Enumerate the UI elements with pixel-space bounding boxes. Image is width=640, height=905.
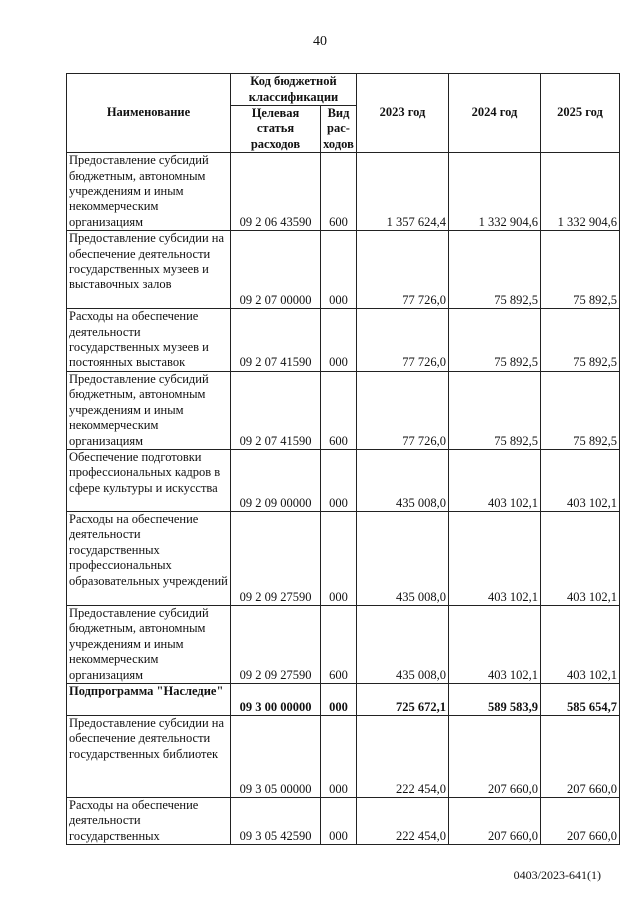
- row-value-2024: 75 892,5: [449, 371, 541, 449]
- page-number: 40: [313, 34, 327, 49]
- row-target-article: 09 2 07 41590: [231, 309, 321, 372]
- row-value-2023: 77 726,0: [357, 371, 449, 449]
- row-name: Предоставление субсидий бюджетным, автономным учреждениям и иным некоммерческим организациям: [67, 371, 231, 449]
- row-expense-kind: 000: [321, 683, 357, 715]
- row-expense-kind: 000: [321, 715, 357, 797]
- header-2025: 2025 год: [541, 74, 620, 153]
- header-target-article: Целевая статья расходов: [231, 106, 321, 153]
- row-value-2024: 1 332 904,6: [449, 153, 541, 231]
- row-expense-kind: 600: [321, 371, 357, 449]
- row-value-2023: 435 008,0: [357, 449, 449, 511]
- row-expense-kind: 000: [321, 797, 357, 844]
- header-expense-kind: Вид рас-ходов: [321, 106, 357, 153]
- row-value-2025: 75 892,5: [541, 309, 620, 372]
- header-name: Наименование: [67, 74, 231, 153]
- header-2023: 2023 год: [357, 74, 449, 153]
- row-expense-kind: 000: [321, 449, 357, 511]
- row-name: Расходы на обеспечение деятельности государственных музеев и постоянных выставок: [67, 309, 231, 372]
- table-row: [67, 231, 620, 309]
- row-value-2024: 207 660,0: [449, 797, 541, 844]
- table-row: [67, 683, 620, 715]
- row-value-2024: 403 102,1: [449, 511, 541, 605]
- row-value-2024: 403 102,1: [449, 605, 541, 683]
- row-value-2024: 589 583,9: [449, 683, 541, 715]
- table-body: [67, 153, 620, 845]
- row-target-article: 09 2 06 43590: [231, 153, 321, 231]
- table-row: [67, 371, 620, 449]
- row-value-2023: 1 357 624,4: [357, 153, 449, 231]
- row-target-article: 09 3 05 00000: [231, 715, 321, 797]
- row-name: Обеспечение подготовки профессиональных кадров в сфере культуры и искусства: [67, 449, 231, 511]
- table-row: [67, 309, 620, 372]
- row-value-2025: 403 102,1: [541, 605, 620, 683]
- row-value-2025: 403 102,1: [541, 511, 620, 605]
- row-value-2024: 75 892,5: [449, 309, 541, 372]
- row-value-2025: 403 102,1: [541, 449, 620, 511]
- row-target-article: 09 2 07 00000: [231, 231, 321, 309]
- row-value-2025: 207 660,0: [541, 715, 620, 797]
- row-target-article: 09 2 09 27590: [231, 605, 321, 683]
- row-name: Предоставление субсидий бюджетным, автономным учреждениям и иным некоммерческим организациям: [67, 153, 231, 231]
- row-name: Предоставление субсидий бюджетным, автономным учреждениям и иным некоммерческим организациям: [67, 605, 231, 683]
- row-value-2023: 435 008,0: [357, 605, 449, 683]
- row-value-2025: 75 892,5: [541, 371, 620, 449]
- row-name: Расходы на обеспечение деятельности государственных: [67, 797, 231, 844]
- row-target-article: 09 2 09 27590: [231, 511, 321, 605]
- row-target-article: 09 3 05 42590: [231, 797, 321, 844]
- table-row: [67, 797, 620, 844]
- row-name: Предоставление субсидии на обеспечение деятельности государственных музеев и выставочных залов: [67, 231, 231, 309]
- row-value-2024: 403 102,1: [449, 449, 541, 511]
- table-row: [67, 511, 620, 605]
- row-value-2024: 207 660,0: [449, 715, 541, 797]
- row-expense-kind: 600: [321, 153, 357, 231]
- row-value-2024: 75 892,5: [449, 231, 541, 309]
- table-header: [67, 74, 620, 153]
- row-value-2023: 222 454,0: [357, 797, 449, 844]
- budget-table: [66, 73, 620, 845]
- header-2024: 2024 год: [449, 74, 541, 153]
- row-expense-kind: 000: [321, 511, 357, 605]
- row-value-2023: 77 726,0: [357, 231, 449, 309]
- row-target-article: 09 2 07 41590: [231, 371, 321, 449]
- row-name: Предоставление субсидии на обеспечение деятельности государственных библиотек: [67, 715, 231, 797]
- row-expense-kind: 600: [321, 605, 357, 683]
- header-budget-code: Код бюджетной классификации: [231, 74, 357, 106]
- row-name: Расходы на обеспечение деятельности государственных профессиональных образовательных учреждений: [67, 511, 231, 605]
- row-value-2023: 725 672,1: [357, 683, 449, 715]
- row-expense-kind: 000: [321, 231, 357, 309]
- row-value-2025: 207 660,0: [541, 797, 620, 844]
- row-target-article: 09 2 09 00000: [231, 449, 321, 511]
- document-code: 0403/2023-641(1): [513, 868, 601, 882]
- row-value-2025: 585 654,7: [541, 683, 620, 715]
- row-value-2023: 222 454,0: [357, 715, 449, 797]
- row-value-2025: 75 892,5: [541, 231, 620, 309]
- row-value-2025: 1 332 904,6: [541, 153, 620, 231]
- table-row: [67, 605, 620, 683]
- row-value-2023: 435 008,0: [357, 511, 449, 605]
- row-name: Подпрограмма "Наследие": [67, 683, 231, 715]
- row-expense-kind: 000: [321, 309, 357, 372]
- row-target-article: 09 3 00 00000: [231, 683, 321, 715]
- table-row: [67, 153, 620, 231]
- row-value-2023: 77 726,0: [357, 309, 449, 372]
- table-row: [67, 715, 620, 797]
- table-row: [67, 449, 620, 511]
